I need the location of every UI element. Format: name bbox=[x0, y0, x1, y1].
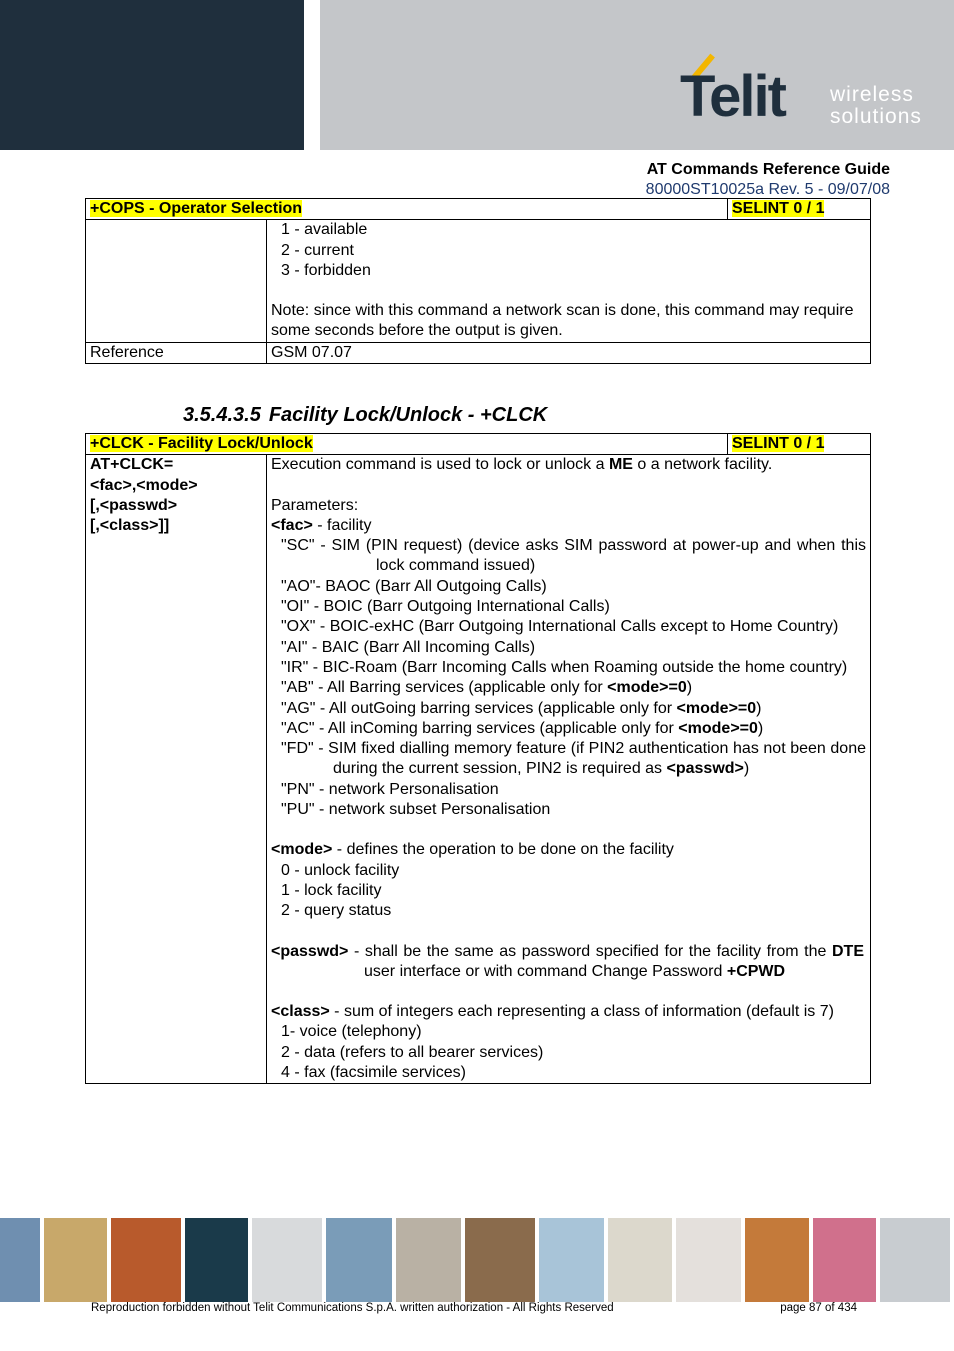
mode-item-0: 0 - unlock facility bbox=[281, 861, 400, 879]
photo-strip-image bbox=[252, 1218, 322, 1302]
reference-value: GSM 07.07 bbox=[267, 342, 871, 363]
clck-selint: SELINT 0 / 1 bbox=[732, 435, 825, 452]
cops-values-cell bbox=[267, 220, 871, 342]
logo-sub-line-2: solutions bbox=[830, 105, 922, 128]
photo-strip-image bbox=[745, 1218, 809, 1302]
fac-item-ir: "IR" - BIC-Roam (Barr Incoming Calls when Roaming outside the home country) bbox=[281, 658, 848, 676]
class-param: <class> - sum of integers each representing a class of information (default is 7) bbox=[271, 1003, 834, 1021]
class-item-4: 4 - fax (facsimile services) bbox=[281, 1064, 466, 1082]
section-heading bbox=[183, 404, 547, 427]
parameters-label: Parameters: bbox=[271, 496, 359, 514]
command-line-2: <fac>,<mode> bbox=[90, 476, 198, 494]
mode-item-2: 2 - query status bbox=[281, 902, 392, 920]
fac-item-ai: "AI" - BAIC (Barr All Incoming Calls) bbox=[281, 638, 536, 656]
fac-item-ox: "OX" - BOIC-exHC (Barr Outgoing International Calls except to Home Country) bbox=[281, 618, 839, 636]
logo-sub bbox=[830, 84, 922, 128]
footer bbox=[91, 1302, 871, 1314]
fac-item-ag: "AG" - All outGoing barring services (applicable only for <mode>=0) bbox=[281, 699, 762, 717]
fac-item-pu: "PU" - network subset Personalisation bbox=[281, 801, 551, 819]
photo-strip-image bbox=[813, 1218, 877, 1302]
footer-page-number: page 87 of 434 bbox=[780, 1302, 857, 1314]
footer-copyright: Reproduction forbidden without Telit Communications S.p.A. written authorization - All Rights Reserved bbox=[91, 1302, 614, 1314]
photo-strip-image bbox=[111, 1218, 181, 1302]
photo-strip-image bbox=[676, 1218, 742, 1302]
photo-strip-image bbox=[539, 1218, 605, 1302]
fac-param: <fac> - facility bbox=[271, 516, 372, 534]
command-line-1: AT+CLCK= bbox=[90, 456, 174, 474]
fac-item-ac: "AC" - All inComing barring services (applicable only for <mode>=0) bbox=[281, 719, 764, 737]
section-number: 3.5.4.3.5 bbox=[183, 404, 261, 426]
fac-item-ab: "AB" - All Barring services (applicable only for <mode>=0) bbox=[281, 679, 693, 697]
photo-strip-image bbox=[608, 1218, 672, 1302]
cops-value-3: 3 - forbidden bbox=[281, 261, 371, 279]
clck-title: +CLCK - Facility Lock/Unlock bbox=[90, 435, 313, 452]
cops-value-1: 1 - available bbox=[281, 221, 368, 239]
header-dark-panel bbox=[0, 0, 304, 150]
document-title-block bbox=[646, 160, 890, 200]
command-line-3: [,<passwd> bbox=[90, 496, 178, 514]
class-item-2: 2 - data (refers to all bearer services) bbox=[281, 1043, 544, 1061]
fac-item-ao: "AO"- BAOC (Barr All Outgoing Calls) bbox=[281, 577, 547, 595]
command-line-4: [,<class>]] bbox=[90, 517, 170, 535]
guide-title: AT Commands Reference Guide bbox=[646, 161, 890, 178]
cops-title: +COPS - Operator Selection bbox=[90, 200, 303, 217]
mode-item-1: 1 - lock facility bbox=[281, 881, 382, 899]
mode-param: <mode> - defines the operation to be done on the facility bbox=[271, 841, 674, 859]
doc-reference: 80000ST10025a Rev. 5 - 09/07/08 bbox=[645, 181, 890, 198]
telit-logo bbox=[680, 48, 930, 138]
class-item-1: 1- voice (telephony) bbox=[281, 1023, 422, 1041]
clck-table bbox=[85, 433, 871, 1084]
cops-note: Note: since with this command a network scan is done, this command may require some seconds before the output is given. bbox=[271, 302, 854, 340]
footer-photo-strip bbox=[0, 1218, 954, 1302]
passwd-param: <passwd> - shall be the same as password specified for the facility from the DTE user interface or with command Change Password +CPWD bbox=[271, 942, 864, 980]
clck-description-cell bbox=[267, 455, 871, 1084]
cops-table bbox=[85, 198, 871, 364]
clck-command-cell bbox=[86, 455, 267, 1084]
exec-description: Execution command is used to lock or unlock a ME o a network facility. bbox=[271, 456, 773, 474]
photo-strip-image bbox=[44, 1218, 108, 1302]
section-title: Facility Lock/Unlock - +CLCK bbox=[268, 404, 548, 426]
cops-value-2: 2 - current bbox=[281, 241, 354, 259]
photo-strip-image bbox=[880, 1218, 950, 1302]
photo-strip-image bbox=[0, 1218, 40, 1302]
logo-sub-line-1: wireless bbox=[830, 83, 914, 106]
fac-item-oi: "OI" - BOIC (Barr Outgoing International Calls) bbox=[281, 598, 610, 616]
fac-item-fd: "FD" - SIM fixed dialling memory feature (if PIN2 authentication has not been done during the current session, PIN2 is required as <passwd>) bbox=[281, 740, 866, 778]
photo-strip-image bbox=[326, 1218, 392, 1302]
fac-item-sc: "SC" - SIM (PIN request) (device asks SIM password at power-up and when this lock command issued) bbox=[281, 537, 866, 575]
photo-strip-image bbox=[185, 1218, 249, 1302]
logo-main: Telit bbox=[680, 64, 785, 129]
reference-label: Reference bbox=[86, 342, 267, 363]
cops-selint: SELINT 0 / 1 bbox=[732, 200, 825, 217]
photo-strip-image bbox=[396, 1218, 462, 1302]
fac-item-pn: "PN" - network Personalisation bbox=[281, 780, 499, 798]
photo-strip-image bbox=[465, 1218, 535, 1302]
